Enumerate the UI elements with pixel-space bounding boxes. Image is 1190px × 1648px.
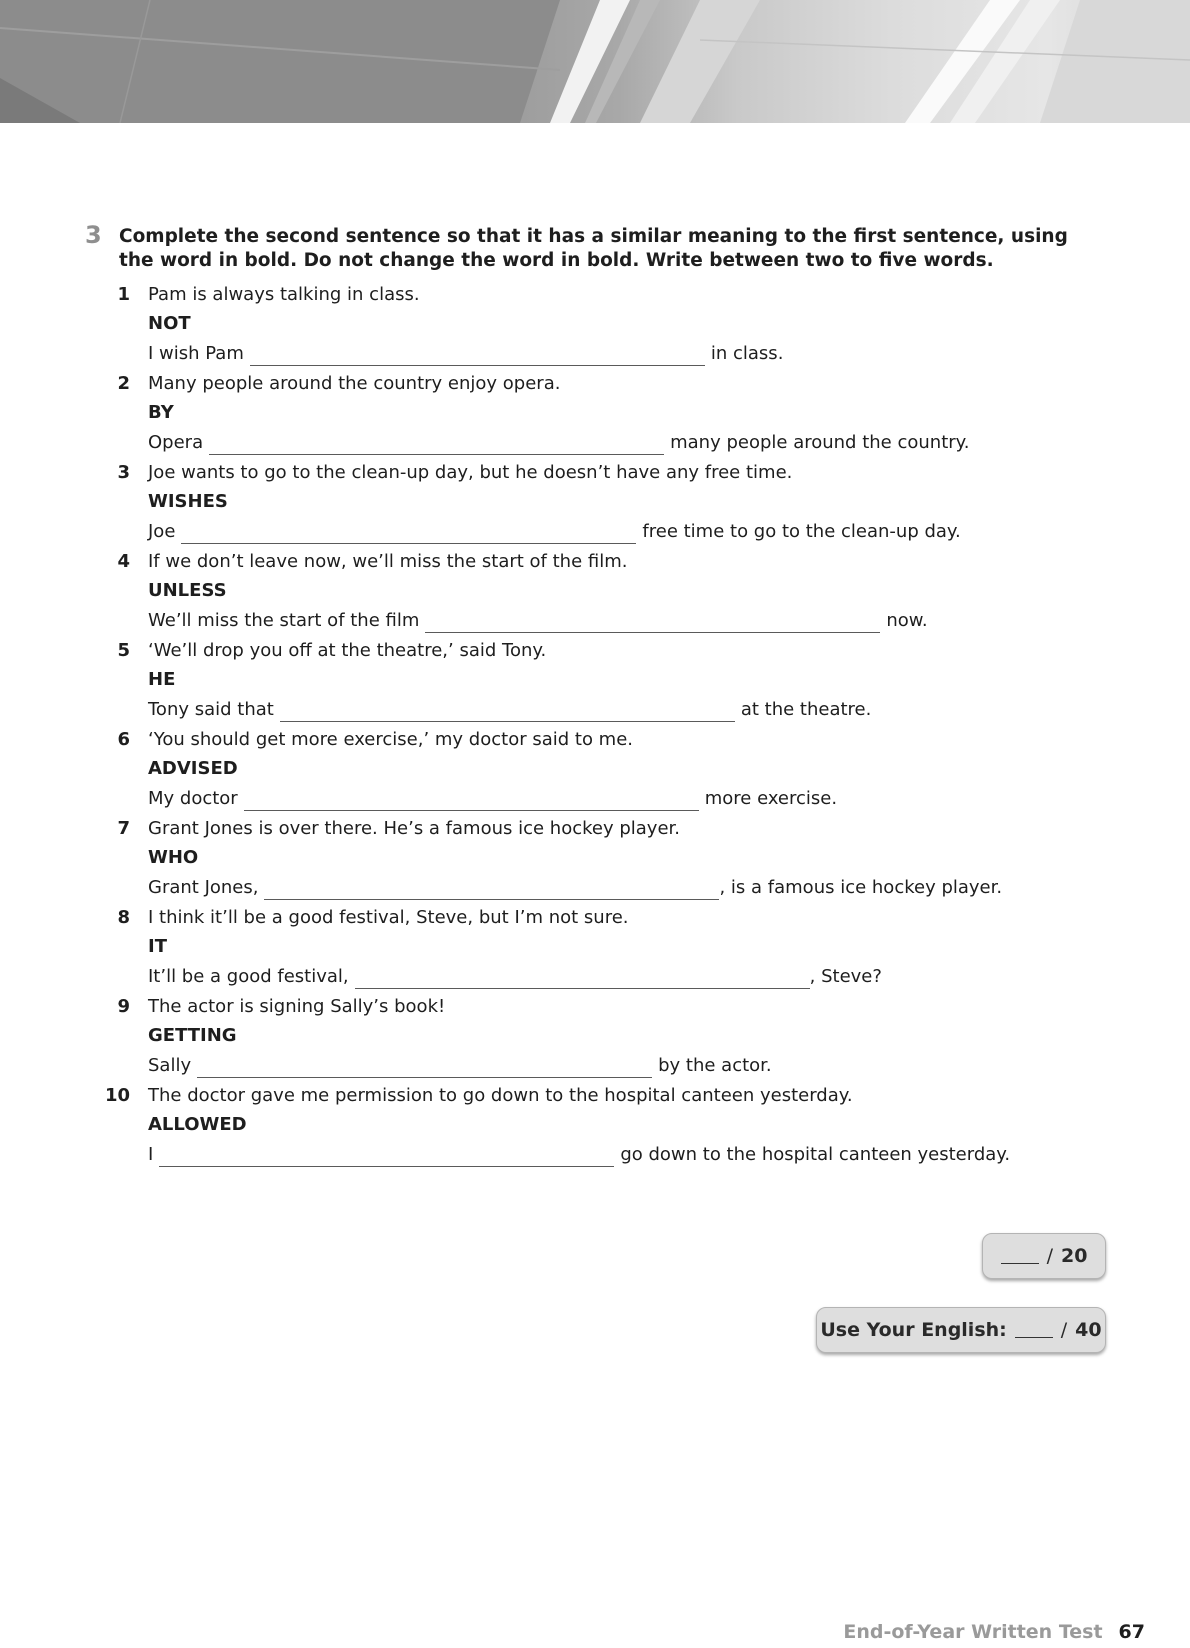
answer-prefix: I wish Pam xyxy=(148,343,244,364)
exercise-item xyxy=(0,728,1190,817)
item-number: 10 xyxy=(104,1085,130,1106)
exercise-item xyxy=(0,372,1190,461)
item-keyword: GETTING xyxy=(148,1025,237,1046)
overall-score-box xyxy=(816,1307,1106,1353)
item-number: 8 xyxy=(117,907,130,928)
answer-blank[interactable] xyxy=(197,1057,652,1078)
answer-blank[interactable] xyxy=(159,1146,614,1167)
item-number: 4 xyxy=(117,551,130,572)
answer-suffix: at the theatre. xyxy=(740,699,872,720)
section-score-box xyxy=(982,1233,1106,1279)
answer-prefix: Grant Jones, xyxy=(148,877,259,898)
answer-prefix: My doctor xyxy=(148,788,238,809)
score-blank[interactable] xyxy=(1015,1323,1053,1338)
item-answer-line xyxy=(148,342,783,366)
item-sentence: ‘You should get more exercise,’ my doctor said to me. xyxy=(148,729,634,750)
section-score-total: 20 xyxy=(1060,1245,1088,1267)
answer-suffix: in class. xyxy=(710,343,784,364)
answer-suffix: free time to go to the clean-up day. xyxy=(642,521,961,542)
answer-blank[interactable] xyxy=(280,701,735,722)
score-slash: / xyxy=(1046,1245,1053,1267)
item-answer-line xyxy=(148,1143,1010,1167)
item-number: 1 xyxy=(117,284,130,305)
item-keyword: WHO xyxy=(148,847,199,868)
item-sentence: Grant Jones is over there. He’s a famous ice hockey player. xyxy=(148,818,680,839)
item-sentence: Many people around the country enjoy opera. xyxy=(148,373,561,394)
item-answer-line xyxy=(148,698,871,722)
answer-prefix: Sally xyxy=(148,1055,192,1076)
answer-prefix: It’ll be a good festival, xyxy=(148,966,349,987)
item-keyword: BY xyxy=(148,402,174,423)
exercise-item xyxy=(0,1084,1190,1173)
answer-blank[interactable] xyxy=(250,345,705,366)
task-instruction: Complete the second sentence so that it has a similar meaning to the first sentence, using the word in bold. Do not change the word in bold. Write between two to five words. xyxy=(119,226,1068,271)
answer-prefix: I xyxy=(148,1144,154,1165)
item-answer-line xyxy=(148,787,837,811)
item-keyword: NOT xyxy=(148,313,191,334)
item-answer-line xyxy=(148,609,928,633)
exercise-item xyxy=(0,550,1190,639)
answer-suffix: now. xyxy=(886,610,928,631)
answer-blank[interactable] xyxy=(264,879,719,900)
item-keyword: WISHES xyxy=(148,491,228,512)
banner-photo xyxy=(0,0,1190,123)
answer-suffix: many people around the country. xyxy=(670,432,970,453)
overall-score-total: 40 xyxy=(1075,1319,1102,1341)
item-sentence: The actor is signing Sally’s book! xyxy=(148,996,446,1017)
item-number: 9 xyxy=(117,996,130,1017)
overall-score-label: Use Your English: xyxy=(820,1319,1007,1341)
answer-blank[interactable] xyxy=(244,790,699,811)
answer-prefix: Tony said that xyxy=(148,699,274,720)
item-number: 3 xyxy=(117,462,130,483)
answer-prefix: Joe xyxy=(148,521,176,542)
item-number: 5 xyxy=(117,640,130,661)
item-number: 7 xyxy=(117,818,130,839)
item-answer-line xyxy=(148,431,969,455)
item-sentence: ‘We’ll drop you off at the theatre,’ said Tony. xyxy=(148,640,547,661)
task-number: 3 xyxy=(85,221,102,249)
answer-blank[interactable] xyxy=(355,968,810,989)
exercise-item xyxy=(0,639,1190,728)
exercise-item xyxy=(0,817,1190,906)
item-answer-line xyxy=(148,876,1002,900)
item-answer-line xyxy=(148,520,961,544)
answer-blank[interactable] xyxy=(181,523,636,544)
item-keyword: ALLOWED xyxy=(148,1114,247,1135)
page-number: 67 xyxy=(1118,1621,1145,1643)
answer-suffix: , Steve? xyxy=(809,966,882,987)
answer-suffix: go down to the hospital canteen yesterday. xyxy=(620,1144,1011,1165)
answer-suffix: , is a famous ice hockey player. xyxy=(719,877,1003,898)
item-sentence: Joe wants to go to the clean-up day, but he doesn’t have any free time. xyxy=(148,462,793,483)
exercise-list xyxy=(0,283,1190,1173)
item-sentence: The doctor gave me permission to go down to the hospital canteen yesterday. xyxy=(148,1085,853,1106)
item-answer-line xyxy=(148,965,882,989)
answer-blank[interactable] xyxy=(209,434,664,455)
header-banner xyxy=(0,0,1190,123)
item-keyword: HE xyxy=(148,669,176,690)
score-slash: / xyxy=(1060,1319,1068,1341)
exercise-item xyxy=(0,906,1190,995)
item-number: 6 xyxy=(117,729,130,750)
item-keyword: IT xyxy=(148,936,167,957)
item-keyword: ADVISED xyxy=(148,758,238,779)
answer-prefix: We’ll miss the start of the film xyxy=(148,610,420,631)
item-sentence: I think it’ll be a good festival, Steve, but I’m not sure. xyxy=(148,907,629,928)
item-answer-line xyxy=(148,1054,772,1078)
item-sentence: If we don’t leave now, we’ll miss the start of the film. xyxy=(148,551,628,572)
page-footer xyxy=(843,1620,1145,1644)
footer-title: End-of-Year Written Test xyxy=(843,1621,1103,1643)
item-sentence: Pam is always talking in class. xyxy=(148,284,420,305)
answer-suffix: by the actor. xyxy=(658,1055,772,1076)
exercise-item xyxy=(0,461,1190,550)
score-blank[interactable] xyxy=(1001,1249,1039,1264)
answer-suffix: more exercise. xyxy=(704,788,838,809)
item-number: 2 xyxy=(117,373,130,394)
exercise-item xyxy=(0,283,1190,372)
exercise-item xyxy=(0,995,1190,1084)
answer-blank[interactable] xyxy=(425,612,880,633)
answer-prefix: Opera xyxy=(148,432,204,453)
item-keyword: UNLESS xyxy=(148,580,227,601)
